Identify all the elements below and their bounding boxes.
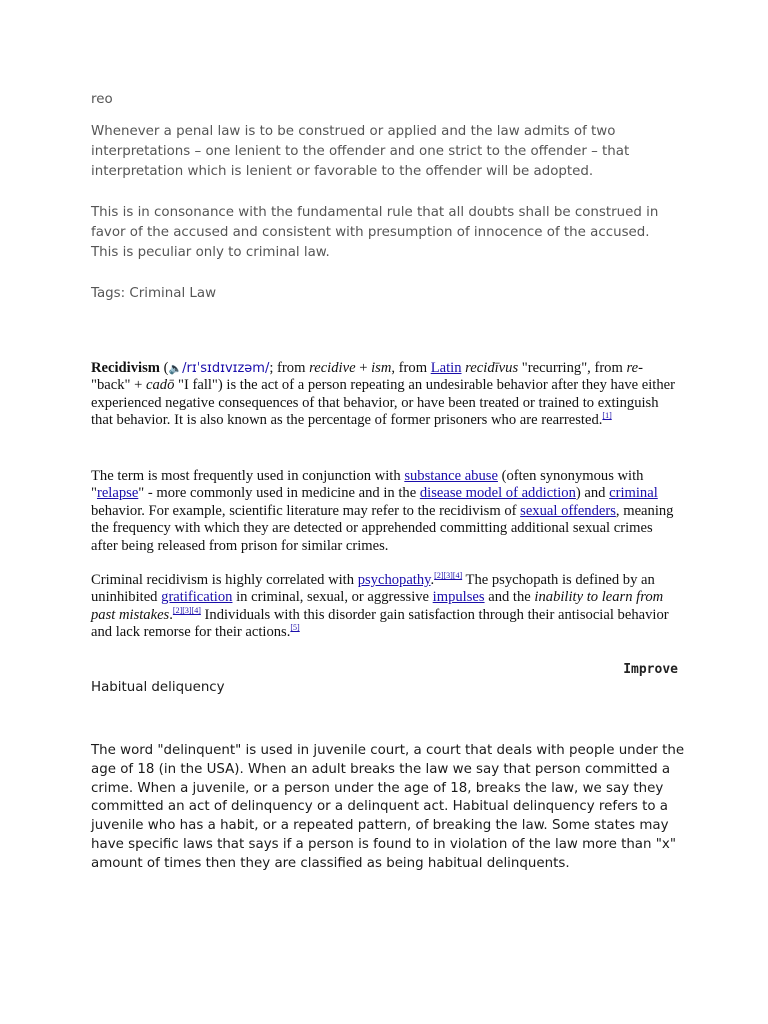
pronunciation-ipa[interactable]: /rɪˈsɪdɪvɪzəm/: [182, 361, 270, 376]
italic-term: re-: [626, 360, 643, 376]
header-word: reo: [91, 92, 113, 107]
text-run: and the: [484, 589, 535, 606]
reference-links-2-4-b[interactable]: [2][3][4]: [172, 605, 201, 615]
italic-phrase: inability to learn from past mistakes: [91, 589, 664, 623]
text-run: +: [355, 360, 372, 376]
text-run: behavior. For example, scientific literature may refer to the recidivism of: [91, 502, 521, 519]
text-run: "back" +: [91, 377, 146, 394]
recidivism-paragraph-2: [91, 468, 683, 555]
text-run: (: [159, 360, 169, 376]
link-substance-abuse[interactable]: substance abuse: [404, 468, 498, 484]
link-impulses[interactable]: impulses: [432, 589, 485, 606]
reference-link-1[interactable]: [1]: [602, 411, 612, 421]
reference-link-5[interactable]: [5]: [290, 623, 300, 633]
habitual-heading: Habitual deliquency: [91, 680, 225, 695]
text-run: The psychopath is defined by an uninhibited: [91, 572, 655, 606]
text-run: (often synonymous with ": [91, 468, 644, 502]
tags-line: Tags: Criminal Law: [91, 286, 217, 301]
intro-paragraph-2: This is in consonance with the fundamental rule that all doubts shall be construed in favor of the accused and consistent with presumption of innocence of the accused. This is peculiar only to criminal law.: [91, 205, 659, 260]
link-psychopathy[interactable]: psychopathy: [357, 572, 431, 588]
recidivism-term: Recidivism: [91, 360, 160, 376]
text-run: Criminal recidivism is highly correlated with: [91, 572, 358, 588]
text-run: ) and: [575, 485, 610, 502]
recidivism-paragraph-1: [91, 360, 681, 430]
text-run: ; from: [269, 360, 310, 376]
italic-term: cadō: [146, 377, 175, 394]
italic-term: ism: [371, 360, 392, 376]
speaker-icon[interactable]: 🔈: [168, 362, 183, 375]
text-run: Individuals with this disorder gain satisfaction through their antisocial behavior and lack remorse for their actions.: [91, 606, 669, 641]
link-disease-model[interactable]: disease model of addiction: [419, 485, 576, 502]
habitual-paragraph: The word "delinquent" is used in juvenile court, a court that deals with people under the age of 18 (in the USA). When an adult breaks the law we say that person committed a crime. When a juvenile, or a person under the age of 18, breaks the law, we say they committed an act of delinquency or a delinquent act. Habitual delinquency refers to a juvenile who has a habit, or a repeated pattern, of breaking the law. Some states may have specific laws that says if a person is found to in violation of the law more than "x" amount of times then they are classified as being habitual delinquents.: [91, 743, 685, 871]
text-run: "I fall") is the act of a person repeating an undesirable behavior after they have either experienced negative consequences of that behavior, or have been treated or trained to extinguish that behavior. It is also known as the percentage of former prisoners who are rearrested.: [91, 377, 675, 429]
italic-term: recidive: [309, 360, 356, 376]
link-latin[interactable]: Latin: [430, 360, 462, 376]
text-run: in criminal, sexual, or aggressive: [232, 589, 433, 606]
recidivism-paragraph-3: [91, 572, 681, 642]
link-sexual-offenders[interactable]: sexual offenders: [520, 502, 616, 519]
text-run: .: [430, 572, 435, 588]
italic-term: recidīvus: [465, 360, 519, 376]
link-gratification[interactable]: gratification: [161, 589, 233, 606]
text-run: The term is most frequently used in conjunction with: [91, 468, 405, 484]
text-run: .: [169, 606, 173, 623]
reference-links-2-4[interactable]: [2][3][4]: [434, 571, 463, 581]
intro-paragraph-1: Whenever a penal law is to be construed or applied and the law admits of two interpretations – one lenient to the offender and one strict to the offender – that interpretation which is lenient or favorable to the offender will be adopted.: [91, 124, 630, 179]
text-run: " - more commonly used in medicine and in the: [138, 485, 420, 502]
text-run: "recurring", from: [518, 360, 627, 376]
text-run: , meaning the frequency with which they are detected or apprehended committing additional sexual crimes after being released from prison for similar crimes.: [91, 502, 674, 554]
text-run: , from: [391, 360, 431, 376]
improve-button[interactable]: Improve: [623, 662, 678, 677]
link-criminal[interactable]: criminal: [609, 485, 658, 502]
link-relapse[interactable]: relapse: [96, 485, 139, 502]
